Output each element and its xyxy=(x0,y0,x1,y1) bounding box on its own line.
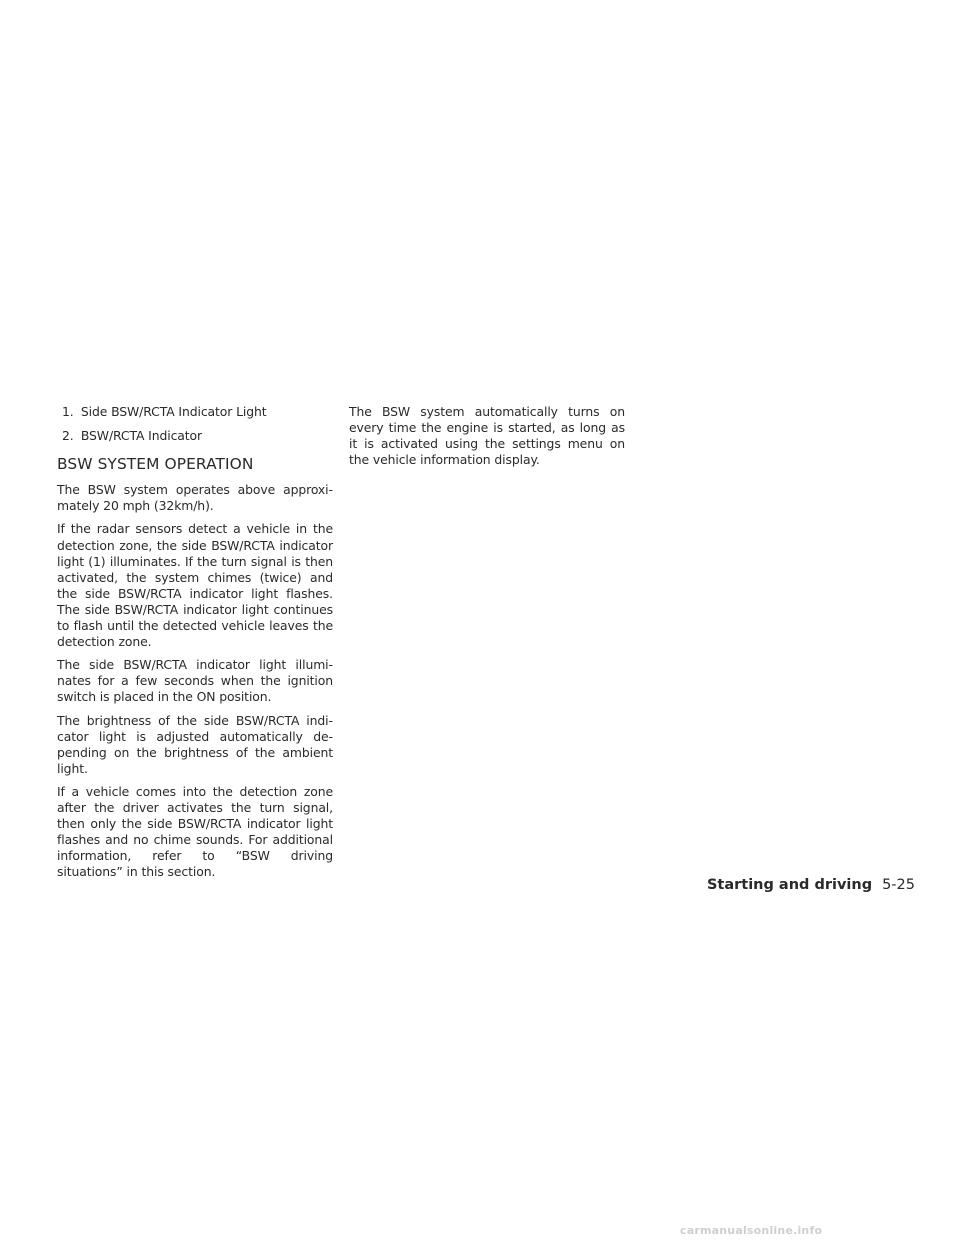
caption-item xyxy=(57,428,333,444)
page-footer xyxy=(707,877,915,893)
caption-number: 1. xyxy=(62,404,74,419)
figure-caption-list xyxy=(57,404,333,444)
caption-text: BSW/RCTA Indicator xyxy=(80,428,203,444)
left-column xyxy=(57,404,333,887)
paragraph: The brightness of the side BSW/RCTA indicator light is adjusted automatically depending on the brightness of the ambient light. xyxy=(57,712,333,776)
right-column xyxy=(349,404,625,475)
watermark: carmanualsonline.info xyxy=(680,1224,823,1237)
paragraph: The BSW system automatically turns on every time the engine is started, as long as it is activated using the settings menu on the vehicle information display. xyxy=(349,404,625,468)
caption-item xyxy=(57,404,333,420)
paragraph: The side BSW/RCTA indicator light illuminates for a few seconds when the ignition switch is placed in the ON position. xyxy=(57,657,333,705)
paragraph: If the radar sensors detect a vehicle in the detection zone, the side BSW/RCTA indicator light (1) illuminates. If the turn signal is then activated, the system chimes (twice) and the side BSW/RCTA indicator light flashes. The side BSW/RCTA indicator light continues to flash until the detected vehicle leaves the detection zone. xyxy=(57,521,333,650)
paragraph: If a vehicle comes into the detection zone after the driver activates the turn signal, then only the side BSW/RCTA indicator light flashes and no chime sounds. For additional information, refer to “BSW driving situations” in this section. xyxy=(57,783,333,880)
caption-text: Side BSW/RCTA Indicator Light xyxy=(80,404,267,419)
section-heading: BSW SYSTEM OPERATION xyxy=(57,455,254,474)
paragraph: The BSW system operates above approximately 20 mph (32km/h). xyxy=(57,482,333,514)
chapter-title: Starting and driving xyxy=(706,877,873,893)
caption-number: 2. xyxy=(62,428,74,444)
page-number: 5-25 xyxy=(882,877,915,893)
